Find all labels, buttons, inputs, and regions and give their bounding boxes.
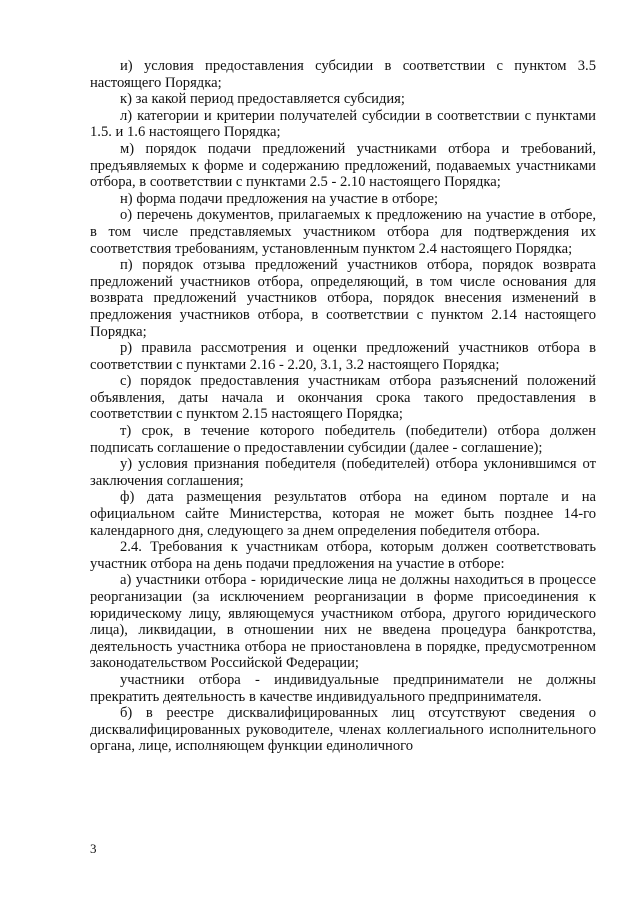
item-f-paragraph: ф) дата размещения результатов отбора на едином портале и на официальном сайте Министерства, которая не может быть позднее 14-го календарного дня, следующего за днем определения победителя отбора.	[90, 489, 596, 539]
item-n-paragraph: н) форма подачи предложения на участие в отборе;	[120, 190, 439, 207]
item-r-paragraph: р) правила рассмотрения и оценки предложений участников отбора в соответствии с пунктами 2.16 - 2.20, 3.1, 3.2 настоящего Порядка;	[90, 340, 596, 373]
item-i-paragraph: и) условия предоставления субсидии в соответствии с пунктом 3.5 настоящего Порядка;	[90, 58, 596, 91]
item-m-paragraph: м) порядок подачи предложений участниками отбора и требований, предъявляемых к форме и содержанию предложений, подаваемых участниками отбора, в соответствии с пунктами 2.5 - 2.10 настоящего Порядка;	[90, 140, 596, 191]
item-s-paragraph: с) порядок предоставления участникам отбора разъяснений положений объявления, даты начала и окончания срока такого предоставления в соответствии с пунктом 2.15 настоящего Порядка;	[90, 373, 596, 423]
item-p-paragraph: п) порядок отзыва предложений участников отбора, порядок возврата предложений участников отбора, определяющий, в том числе основания для возврата предложений участников отбора, порядок внесения изменений в предложения участников отбора, в соответствии с пунктом 2.14 настоящего Порядка;	[90, 257, 596, 340]
entrepreneurs-paragraph: участники отбора - индивидуальные предприниматели не должны прекратить деятельность в качестве индивидуального предпринимателя.	[90, 671, 596, 705]
body-text	[90, 58, 596, 755]
item-l-paragraph: л) категории и критерии получателей субсидии в соответствии с пунктами 1.5. и 1.6 настоящего Порядка;	[90, 107, 596, 141]
item-k-paragraph: к) за какой период предоставляется субсидия;	[120, 91, 405, 108]
section-2-4-paragraph: 2.4. Требования к участникам отбора, которым должен соответствовать участник отбора на день подачи предложения на участие в отборе:	[90, 539, 596, 572]
item-o-paragraph: о) перечень документов, прилагаемых к предложению на участие в отборе, в том числе представляемых участником отбора для подтверждения их соответствия требованиям, установленным пунктом 2.4 настоящего Порядка;	[90, 207, 596, 257]
item-b-paragraph: б) в реестре дисквалифицированных лиц отсутствуют сведения о дисквалифицированных руководителе, членах коллегиального исполнительного органа, лице, исполняющем функции единоличного	[90, 705, 596, 755]
item-u-paragraph: у) условия признания победителя (победителей) отбора уклонившимся от заключения соглашения;	[90, 456, 596, 489]
item-t-paragraph: т) срок, в течение которого победитель (победители) отбора должен подписать соглашение о предоставлении субсидии (далее - соглашение);	[90, 423, 596, 456]
page-number: 3	[90, 841, 97, 856]
item-a-paragraph: а) участники отбора - юридические лица не должны находиться в процессе реорганизации (за исключением реорганизации в форме присоединения к юридическому лицу, являющемуся участником отбора, другого юридического лица), ликвидации, в отношении них не введена процедура банкротства, деятельность участника отбора не приостановлена в порядке, предусмотренном законодательством Российской Федерации;	[90, 572, 596, 672]
